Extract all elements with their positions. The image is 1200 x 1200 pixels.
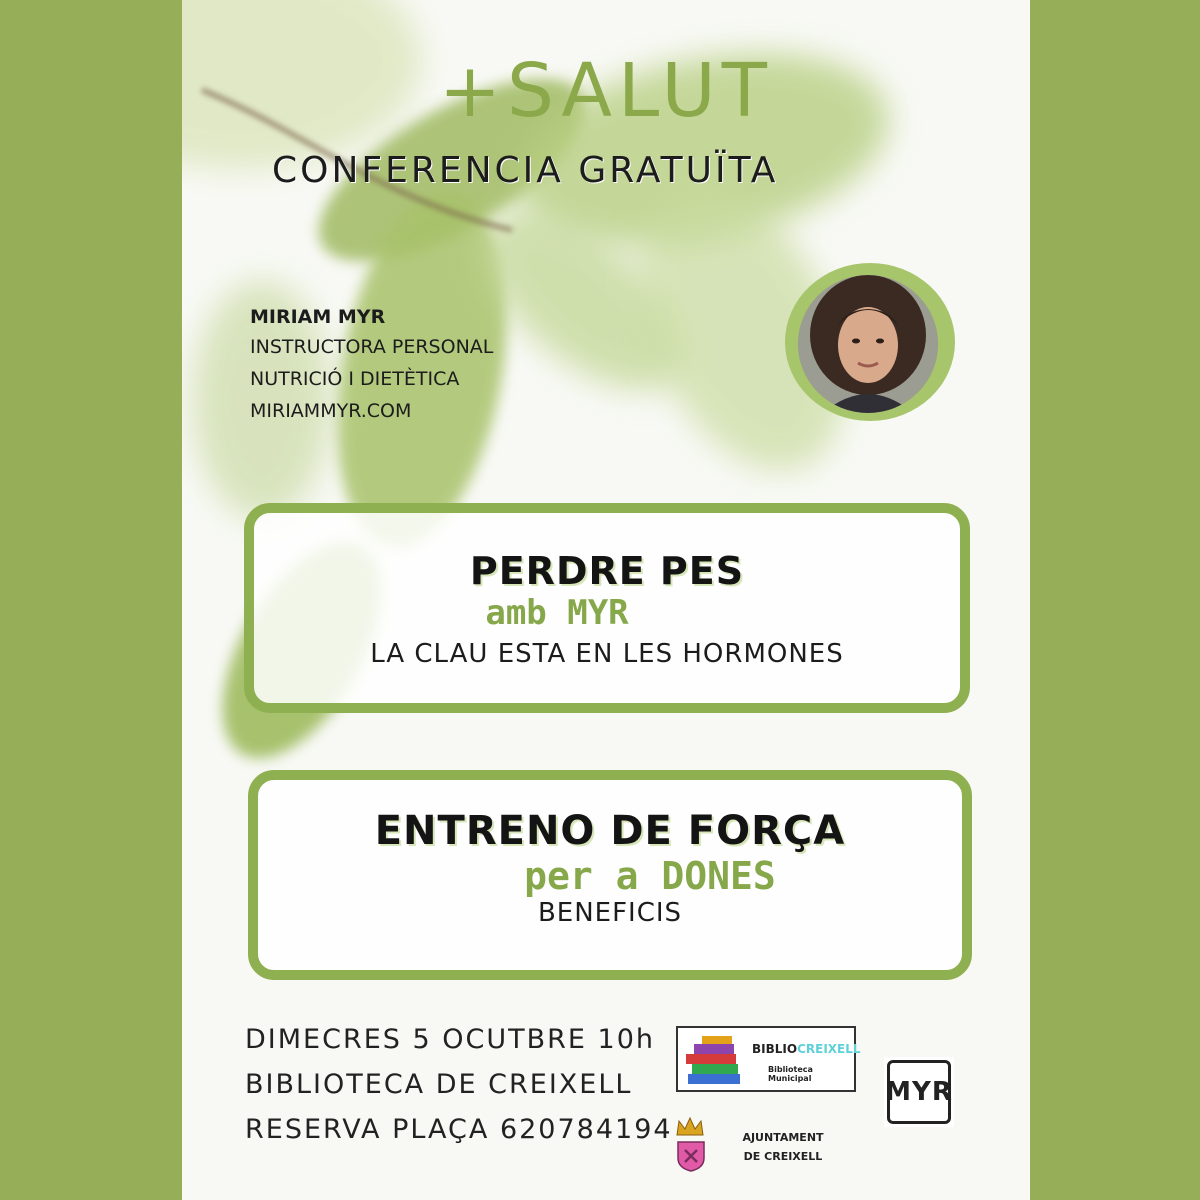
myr-logo-text: MYR: [887, 1060, 951, 1124]
talk-subtitle: amb MYR: [485, 593, 629, 633]
poster: [182, 0, 1030, 1200]
biblio-subtitle: Biblioteca Municipal: [768, 1065, 813, 1083]
speaker-avatar: [798, 275, 938, 413]
talk-description: BENEFICIS: [537, 898, 683, 928]
ajuntament-line1: AJUNTAMENT: [742, 1131, 824, 1144]
event-date: DIMECRES 5 OCUTBRE 10h: [245, 1024, 656, 1055]
crown-icon: [675, 1115, 705, 1137]
subtitle: CONFERENCIA GRATUÏTA: [272, 150, 779, 191]
biblio-name: BIBLIOCREIXELL: [752, 1042, 861, 1056]
event-booking: RESERVA PLAÇA 620784194: [245, 1114, 673, 1145]
talk-card-weight-loss: [244, 503, 970, 713]
speaker-role: INSTRUCTORA PERSONAL: [250, 336, 494, 358]
biblio-creixell-logo: [676, 1026, 861, 1092]
speaker-specialty: NUTRICIÓ I DIETÈTICA: [250, 368, 460, 390]
event-details: [245, 1024, 673, 1159]
talk-title: PERDRE PES: [469, 549, 745, 593]
myr-logo: [884, 1057, 954, 1127]
talk-description: LA CLAU ESTA EN LES HORMONES: [370, 639, 844, 669]
talk-title: ENTRENO DE FORÇA: [374, 808, 846, 854]
speaker-info: [250, 306, 493, 432]
talk-card-strength-training: [248, 770, 972, 980]
coat-of-arms-icon: [676, 1140, 706, 1172]
talk-subtitle: per a DONES: [524, 854, 776, 898]
speaker-website: MIRIAMMYR.COM: [250, 400, 412, 422]
main-title: +SALUT: [439, 48, 773, 134]
ajuntament-logo-text: [718, 1128, 848, 1166]
books-icon: [684, 1034, 748, 1088]
speaker-name: MIRIAM MYR: [250, 306, 386, 328]
event-place: BIBLIOTECA DE CREIXELL: [245, 1069, 633, 1100]
ajuntament-line2: DE CREIXELL: [743, 1150, 823, 1163]
